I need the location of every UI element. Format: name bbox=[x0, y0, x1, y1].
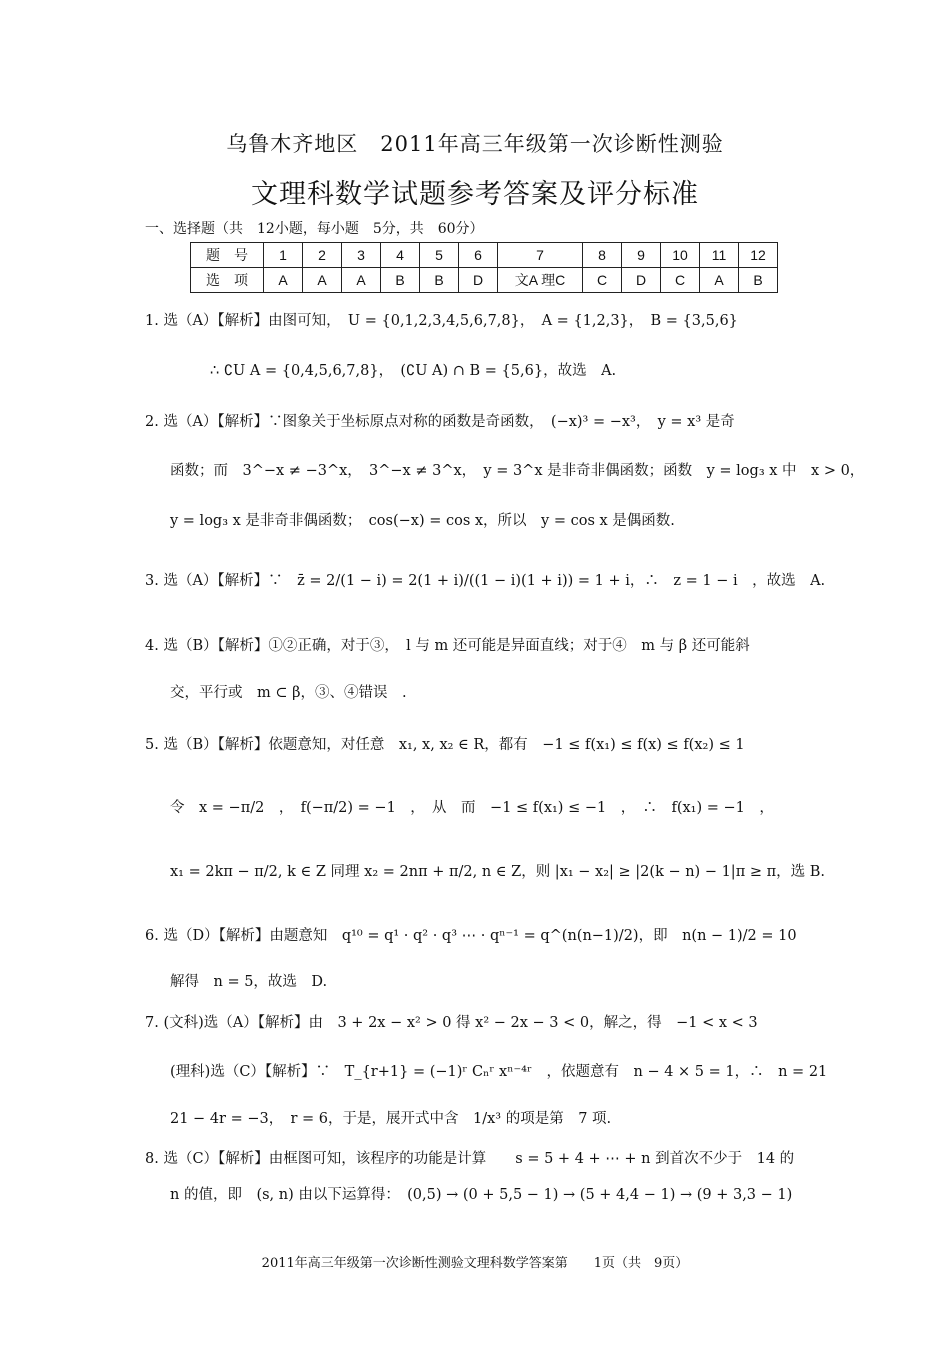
answer-row bbox=[191, 268, 778, 293]
answer-key-title: 文理科数学试题参考答案及评分标准 bbox=[251, 179, 699, 210]
cell-answer: A bbox=[303, 268, 342, 293]
cell-answer: D bbox=[459, 268, 498, 293]
solution-1-line-2: ∴ ∁U A = {0,4,5,6,7,8}， (∁U A) ∩ B = {5,6}，故选 A. bbox=[210, 363, 617, 379]
cell-number: 3 bbox=[342, 243, 381, 268]
cell-answer: A bbox=[700, 268, 739, 293]
solution-2-line-2: 函数；而 3^−x ≠ −3^x， 3^−x ≠ 3^x， y = 3^x 是非奇非偶函数；函数 y = log₃ x 中 x > 0， bbox=[170, 463, 865, 479]
solution-5-line-3: x₁ = 2kπ − π/2, k ∈ Z 同理 x₂ = 2nπ + π/2, n ∈ Z，则 |x₁ − x₂| ≥ |2(k − n) − 1|π ≥ π，选 B. bbox=[170, 864, 825, 880]
cell-number: 9 bbox=[622, 243, 661, 268]
solution-5-line-2: 令 x = −π/2 ， f(−π/2) = −1 ， 从 而 −1 ≤ f(x₁) ≤ −1 ， ∴ f(x₁) = −1 ， bbox=[170, 800, 774, 816]
solution-6-line-2: 解得 n = 5，故选 D. bbox=[170, 974, 328, 990]
cell-answer: A bbox=[264, 268, 303, 293]
cell-number: 2 bbox=[303, 243, 342, 268]
cell-answer: C bbox=[661, 268, 700, 293]
solution-8-line-2: n 的值，即 (s, n) 由以下运算得： (0,5) → (0 + 5,5 − 1) → (5 + 4,4 − 1) → (9 + 3,3 − 1) bbox=[170, 1187, 793, 1203]
answer-table bbox=[190, 242, 778, 293]
solution-1-line-1: 1. 选（A）【解析】由图可知， U = {0,1,2,3,4,5,6,7,8}， A = {1,2,3}， B = {3,5,6} bbox=[145, 313, 738, 329]
cell-number: 1 bbox=[264, 243, 303, 268]
cell-number: 12 bbox=[739, 243, 778, 268]
solution-7-line-1: 7. (文科)选（A）【解析】由 3 + 2x − x² > 0 得 x² − 2x − 3 < 0，解之，得 −1 < x < 3 bbox=[145, 1015, 758, 1031]
solution-8-line-1: 8. 选（C）【解析】由框图可知，该程序的功能是计算 s = 5 + 4 + ⋯ + n 到首次不少于 14 的 bbox=[145, 1151, 795, 1167]
question-number-row bbox=[191, 243, 778, 268]
cell-number: 5 bbox=[420, 243, 459, 268]
cell-answer: D bbox=[622, 268, 661, 293]
cell-number: 6 bbox=[459, 243, 498, 268]
row-header-answer: 选 项 bbox=[191, 268, 264, 293]
cell-answer: B bbox=[420, 268, 459, 293]
solution-7-line-2: (理科)选（C）【解析】∵ T_{r+1} = (−1)ʳ Cₙʳ xⁿ⁻⁴ʳ ，依题意有 n − 4 × 5 = 1，∴ n = 21 bbox=[170, 1064, 828, 1080]
cell-number: 4 bbox=[381, 243, 420, 268]
cell-answer: C bbox=[583, 268, 622, 293]
cell-number: 10 bbox=[661, 243, 700, 268]
cell-number: 8 bbox=[583, 243, 622, 268]
cell-number: 7 bbox=[498, 243, 583, 268]
solution-6-line-1: 6. 选（D）【解析】由题意知 q¹⁰ = q¹ · q² · q³ ⋯ · qⁿ⁻¹ = q^(n(n−1)/2)，即 n(n − 1)/2 = 10 bbox=[145, 928, 797, 944]
solution-5-line-1: 5. 选（B）【解析】依题意知，对任意 x₁, x, x₂ ∈ R，都有 −1 ≤ f(x₁) ≤ f(x) ≤ f(x₂) ≤ 1 bbox=[145, 737, 745, 753]
exam-title: 乌鲁木齐地区 2011年高三年级第一次诊断性测验 bbox=[226, 132, 724, 156]
row-header-number: 题 号 bbox=[191, 243, 264, 268]
cell-answer: B bbox=[381, 268, 420, 293]
section-heading: 一、选择题（共 12小题，每小题 5分，共 60分） bbox=[145, 221, 484, 237]
cell-answer: A bbox=[342, 268, 381, 293]
cell-number: 11 bbox=[700, 243, 739, 268]
solution-2-line-3: y = log₃ x 是非奇非偶函数； cos(−x) = cos x，所以 y = cos x 是偶函数. bbox=[170, 513, 675, 529]
solution-7-line-3: 21 − 4r = −3， r = 6，于是，展开式中含 1/x³ 的项是第 7 项. bbox=[170, 1111, 612, 1127]
solution-4-line-1: 4. 选（B）【解析】①②正确，对于③， l 与 m 还可能是异面直线；对于④ m 与 β 还可能斜 bbox=[145, 638, 750, 654]
solution-3-line-1: 3. 选（A）【解析】∵ z̄ = 2/(1 − i) = 2(1 + i)/((1 − i)(1 + i)) = 1 + i，∴ z = 1 − i ，故选 A. bbox=[145, 573, 826, 589]
page-footer: 2011年高三年级第一次诊断性测验文理科数学答案第 1页（共 9页） bbox=[261, 1256, 689, 1271]
cell-answer: 文A 理C bbox=[498, 268, 583, 293]
solution-2-line-1: 2. 选（A）【解析】∵图象关于坐标原点对称的函数是奇函数， (−x)³ = −x³， y = x³ 是奇 bbox=[145, 414, 735, 430]
cell-answer: B bbox=[739, 268, 778, 293]
solution-4-line-2: 交，平行或 m ⊂ β，③、④错误 . bbox=[170, 685, 407, 701]
